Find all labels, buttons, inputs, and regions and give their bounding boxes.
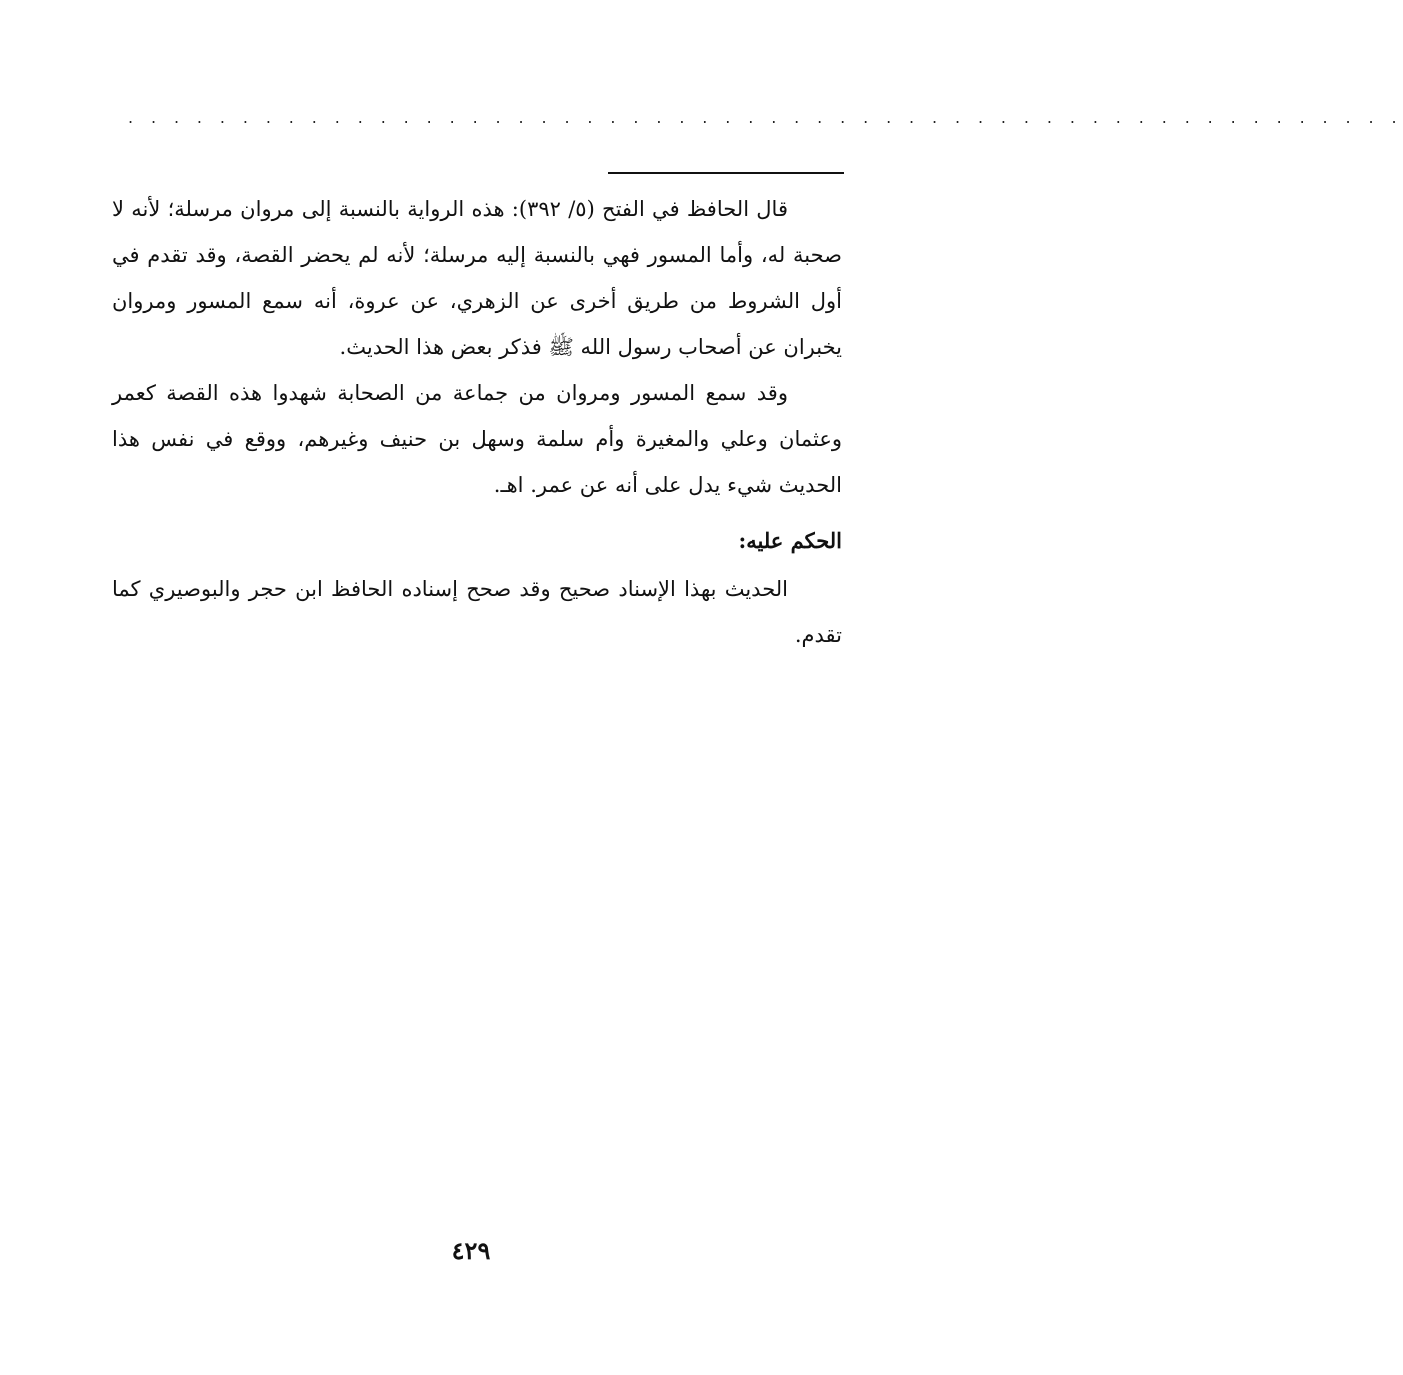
separator-dots: . . . . . . . . . . . . . . . . . . . . . . . . . . . . . . . . . . . . . . . . . . . . . . . . . . . . . . . . [128,108,1403,127]
page-body [112,186,842,658]
paragraph-narration: وقد سمع المسور ومروان من جماعة من الصحابة شهدوا هذه القصة كعمر وعثمان وعلي والمغيرة وأم سلمة وسهل بن حنيف وغيرهم، ووقع في نفس هذا الحديث شيء يدل على أنه عن عمر. اهـ. [112,381,842,497]
paragraph-quote: قال الحافظ في الفتح (٥/ ٣٩٢): هذه الرواية بالنسبة إلى مروان مرسلة؛ لأنه لا صحبة له، وأما المسور فهي بالنسبة إليه مرسلة؛ لأنه لم يحضر القصة، وقد تقدم في أول الشروط من طريق أخرى عن الزهري، عن عروة، أنه سمع المسور ومروان يخبران عن أصحاب رسول الله ﷺ فذكر بعض هذا الحديث. [112,197,842,359]
page-number: ٤٢٩ [451,1236,491,1265]
paragraph-conclusion: الحديث بهذا الإسناد صحيح وقد صحح إسناده الحافظ ابن حجر والبوصيري كما تقدم. [112,577,842,647]
section-heading: الحكم عليه: [738,528,842,553]
footnote-rule [608,172,844,174]
